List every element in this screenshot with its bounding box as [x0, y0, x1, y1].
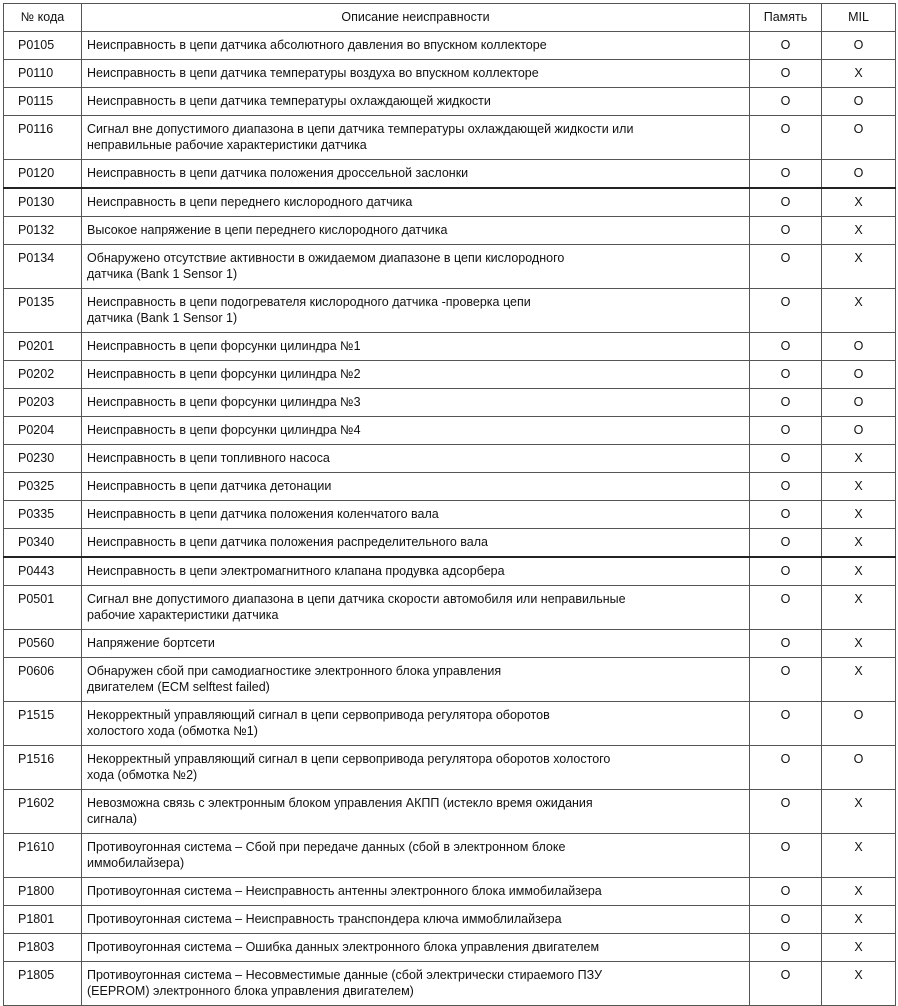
mil-flag: X [822, 245, 896, 289]
fault-description [82, 702, 750, 746]
table-row [4, 60, 896, 88]
mil-flag: O [822, 116, 896, 160]
fault-code: P1610 [4, 834, 82, 878]
description-line: Сигнал вне допустимого диапазона в цепи датчика скорости автомобиля или неправильные [87, 592, 626, 606]
memory-flag: O [750, 289, 822, 333]
mil-flag: X [822, 289, 896, 333]
fault-code: P1515 [4, 702, 82, 746]
memory-flag: O [750, 586, 822, 630]
memory-flag: O [750, 417, 822, 445]
fault-description [82, 289, 750, 333]
description-line: Неисправность в цепи топливного насоса [87, 451, 330, 465]
mil-flag: X [822, 790, 896, 834]
mil-flag: X [822, 529, 896, 558]
mil-flag: X [822, 658, 896, 702]
fault-code: P1803 [4, 934, 82, 962]
table-row [4, 790, 896, 834]
fault-description [82, 333, 750, 361]
memory-flag: O [750, 160, 822, 189]
memory-flag: O [750, 361, 822, 389]
table-row [4, 473, 896, 501]
description-line: Неисправность в цепи датчика положения распределительного вала [87, 535, 488, 549]
fault-description [82, 746, 750, 790]
memory-flag: O [750, 834, 822, 878]
memory-flag: O [750, 32, 822, 60]
mil-flag: O [822, 746, 896, 790]
fault-code: P1805 [4, 962, 82, 1006]
header-memory: Память [750, 4, 822, 32]
memory-flag: O [750, 878, 822, 906]
description-line: Противоугонная система – Неисправность антенны электронного блока иммобилайзера [87, 884, 602, 898]
fault-code: P1602 [4, 790, 82, 834]
fault-description [82, 88, 750, 116]
fault-code: P0204 [4, 417, 82, 445]
fault-code: P1516 [4, 746, 82, 790]
mil-flag: X [822, 501, 896, 529]
fault-description [82, 962, 750, 1006]
fault-code: P0325 [4, 473, 82, 501]
memory-flag: O [750, 217, 822, 245]
table-row [4, 417, 896, 445]
fault-code: P0135 [4, 289, 82, 333]
fault-code: P0335 [4, 501, 82, 529]
description-line: Обнаружено отсутствие активности в ожидаемом диапазоне в цепи кислородного [87, 251, 565, 265]
memory-flag: O [750, 557, 822, 586]
description-line: Неисправность в цепи электромагнитного клапана продувка адсорбера [87, 564, 505, 578]
fault-description [82, 658, 750, 702]
fault-description [82, 361, 750, 389]
table-row [4, 878, 896, 906]
fault-description [82, 529, 750, 558]
description-line: Противоугонная система – Сбой при передаче данных (сбой в электронном блоке [87, 840, 566, 854]
fault-code: P0443 [4, 557, 82, 586]
description-line: Неисправность в цепи форсунки цилиндра №3 [87, 395, 361, 409]
table-row [4, 501, 896, 529]
fault-description [82, 501, 750, 529]
description-line: Некорректный управляющий сигнал в цепи сервопривода регулятора оборотов [87, 708, 550, 722]
fault-description [82, 834, 750, 878]
memory-flag: O [750, 529, 822, 558]
header-code: № кода [4, 4, 82, 32]
table-row [4, 702, 896, 746]
memory-flag: O [750, 473, 822, 501]
fault-code: P0203 [4, 389, 82, 417]
fault-description [82, 60, 750, 88]
memory-flag: O [750, 116, 822, 160]
fault-description [82, 473, 750, 501]
memory-flag: O [750, 962, 822, 1006]
fault-description [82, 557, 750, 586]
mil-flag: X [822, 60, 896, 88]
mil-flag: X [822, 934, 896, 962]
fault-description [82, 586, 750, 630]
mil-flag: X [822, 188, 896, 217]
description-line: Неисправность в цепи датчика температуры охлаждающей жидкости [87, 94, 491, 108]
description-line: Обнаружен сбой при самодиагностике электронного блока управления [87, 664, 502, 678]
fault-description [82, 630, 750, 658]
fault-code: P0202 [4, 361, 82, 389]
fault-code: P0501 [4, 586, 82, 630]
memory-flag: O [750, 630, 822, 658]
mil-flag: X [822, 906, 896, 934]
description-line: хода (обмотка №2) [87, 768, 198, 782]
memory-flag: O [750, 245, 822, 289]
fault-code: P0130 [4, 188, 82, 217]
description-line: Неисправность в цепи подогревателя кислородного датчика -проверка цепи [87, 295, 531, 309]
table-row [4, 658, 896, 702]
fault-description [82, 188, 750, 217]
description-line: Высокое напряжение в цепи переднего кислородного датчика [87, 223, 448, 237]
fault-code: P1801 [4, 906, 82, 934]
table-row [4, 630, 896, 658]
memory-flag: O [750, 333, 822, 361]
fault-description [82, 116, 750, 160]
fault-description [82, 878, 750, 906]
fault-code-table [3, 3, 896, 1006]
mil-flag: O [822, 333, 896, 361]
table-row [4, 217, 896, 245]
mil-flag: X [822, 473, 896, 501]
mil-flag: O [822, 32, 896, 60]
fault-code: P0201 [4, 333, 82, 361]
description-line: Неисправность в цепи датчика детонации [87, 479, 332, 493]
fault-description [82, 217, 750, 245]
fault-code: P0134 [4, 245, 82, 289]
memory-flag: O [750, 658, 822, 702]
memory-flag: O [750, 60, 822, 88]
fault-description [82, 790, 750, 834]
fault-description [82, 417, 750, 445]
description-line: Неисправность в цепи датчика абсолютного давления во впускном коллекторе [87, 38, 547, 52]
table-row [4, 557, 896, 586]
memory-flag: O [750, 790, 822, 834]
description-line: Неисправность в цепи форсунки цилиндра №4 [87, 423, 361, 437]
mil-flag: X [822, 586, 896, 630]
table-row [4, 586, 896, 630]
mil-flag: O [822, 160, 896, 189]
mil-flag: O [822, 361, 896, 389]
mil-flag: O [822, 88, 896, 116]
description-line: Напряжение бортсети [87, 636, 215, 650]
memory-flag: O [750, 934, 822, 962]
description-line: Противоугонная система – Ошибка данных электронного блока управления двигателем [87, 940, 600, 954]
mil-flag: X [822, 445, 896, 473]
fault-description [82, 160, 750, 189]
table-row [4, 389, 896, 417]
table-row [4, 746, 896, 790]
table-row [4, 962, 896, 1006]
description-line: сигнала) [87, 812, 138, 826]
mil-flag: X [822, 878, 896, 906]
fault-description [82, 906, 750, 934]
description-line: иммобилайзера) [87, 856, 185, 870]
description-line: Неисправность в цепи форсунки цилиндра №1 [87, 339, 361, 353]
table-row [4, 289, 896, 333]
description-line: Некорректный управляющий сигнал в цепи сервопривода регулятора оборотов холостого [87, 752, 611, 766]
memory-flag: O [750, 188, 822, 217]
table-row [4, 445, 896, 473]
table-row [4, 245, 896, 289]
fault-code: P0115 [4, 88, 82, 116]
mil-flag: X [822, 834, 896, 878]
description-line: двигателем (ECM selftest failed) [87, 680, 270, 694]
description-line: (EEPROM) электронного блока управления двигателем) [87, 984, 414, 998]
memory-flag: O [750, 88, 822, 116]
description-line: Неисправность в цепи датчика положения коленчатого вала [87, 507, 439, 521]
fault-code: P0340 [4, 529, 82, 558]
memory-flag: O [750, 906, 822, 934]
mil-flag: O [822, 389, 896, 417]
table-row [4, 906, 896, 934]
memory-flag: O [750, 389, 822, 417]
description-line: неправильные рабочие характеристики датчика [87, 138, 367, 152]
table-row [4, 116, 896, 160]
memory-flag: O [750, 501, 822, 529]
table-row [4, 160, 896, 189]
fault-code: P1800 [4, 878, 82, 906]
description-line: Сигнал вне допустимого диапазона в цепи датчика температуры охлаждающей жидкости или [87, 122, 634, 136]
table-row [4, 88, 896, 116]
table-row [4, 934, 896, 962]
fault-description [82, 245, 750, 289]
description-line: Невозможна связь с электронным блоком управления АКПП (истекло время ожидания [87, 796, 593, 810]
fault-code: P0132 [4, 217, 82, 245]
mil-flag: X [822, 217, 896, 245]
fault-code: P0116 [4, 116, 82, 160]
description-line: датчика (Bank 1 Sensor 1) [87, 267, 238, 281]
table-row [4, 834, 896, 878]
description-line: Неисправность в цепи форсунки цилиндра №2 [87, 367, 361, 381]
fault-code: P0105 [4, 32, 82, 60]
description-line: Неисправность в цепи датчика положения дроссельной заслонки [87, 166, 469, 180]
table-body [4, 32, 896, 1006]
mil-flag: X [822, 557, 896, 586]
memory-flag: O [750, 746, 822, 790]
table-row [4, 32, 896, 60]
fault-description [82, 32, 750, 60]
table-header-row [4, 4, 896, 32]
description-line: рабочие характеристики датчика [87, 608, 279, 622]
mil-flag: X [822, 962, 896, 1006]
description-line: Неисправность в цепи датчика температуры воздуха во впускном коллекторе [87, 66, 539, 80]
description-line: Противоугонная система – Несовместимые данные (сбой электрически стираемого ПЗУ [87, 968, 603, 982]
fault-description [82, 445, 750, 473]
fault-code: P0606 [4, 658, 82, 702]
mil-flag: X [822, 630, 896, 658]
description-line: Неисправность в цепи переднего кислородного датчика [87, 195, 413, 209]
memory-flag: O [750, 702, 822, 746]
memory-flag: O [750, 445, 822, 473]
fault-code: P0560 [4, 630, 82, 658]
fault-code: P0230 [4, 445, 82, 473]
table-row [4, 361, 896, 389]
table-row [4, 333, 896, 361]
fault-description [82, 934, 750, 962]
mil-flag: O [822, 702, 896, 746]
fault-code: P0110 [4, 60, 82, 88]
description-line: датчика (Bank 1 Sensor 1) [87, 311, 238, 325]
header-description: Описание неисправности [82, 4, 750, 32]
mil-flag: O [822, 417, 896, 445]
description-line: холостого хода (обмотка №1) [87, 724, 258, 738]
header-mil: MIL [822, 4, 896, 32]
description-line: Противоугонная система – Неисправность транспондера ключа иммоблилайзера [87, 912, 562, 926]
table-row [4, 529, 896, 558]
table-row [4, 188, 896, 217]
fault-code: P0120 [4, 160, 82, 189]
fault-description [82, 389, 750, 417]
